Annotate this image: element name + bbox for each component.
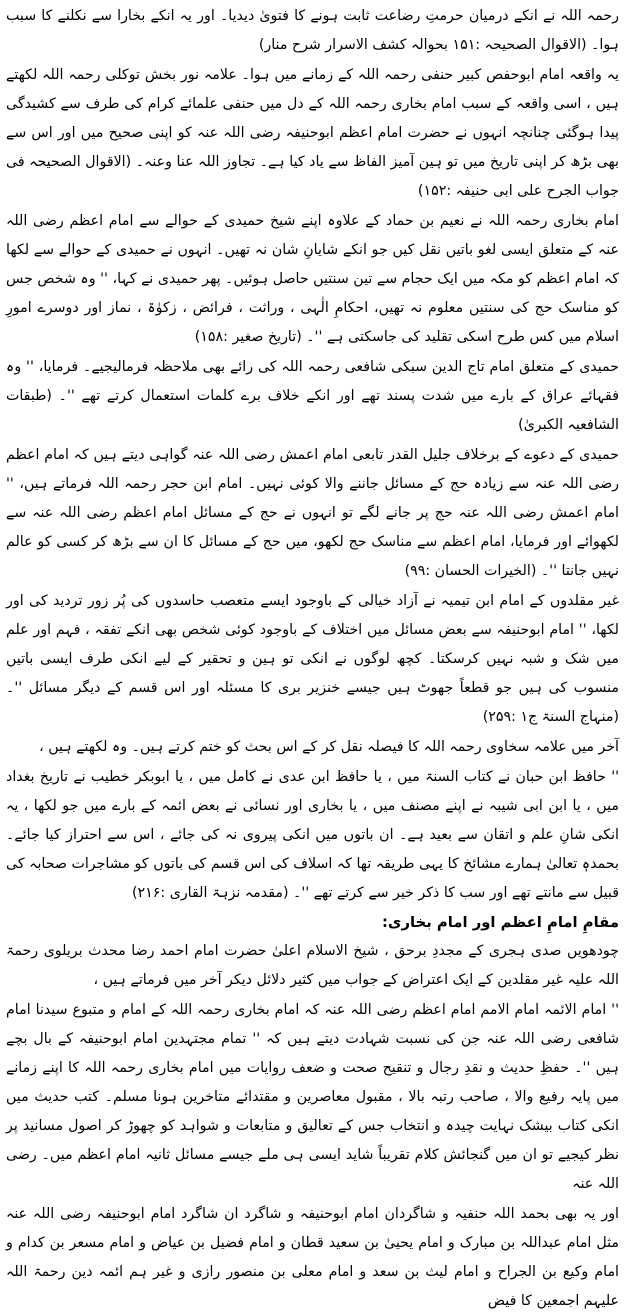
document-page (6, 2, 619, 1309)
paragraph: اور یہ بھی بحمد اللہ حنفیہ و شاگردان امام ابوحنیفہ و شاگرد ان شاگرد امام ابوحنیفہ رضی اللہ عنہ مثل امام عبداللہ بن مبارک و امام یحییٰ بن سعید قطان و امام فضیل بن عیاض و امام مسعر بن کدام و امام وکیع بن الجراح و امام لیث بن سعد و امام معلی بن منصور رازی و غیر ہم ائمہ دین رحمۃ اللہ علیہم اجمعین کا فیض (6, 1206, 619, 1309)
paragraph: یہ واقعہ امام ابوحفص کبیر حنفی رحمہ اللہ کے زمانے میں ہوا۔ علامہ نور بخش توکلی رحمہ اللہ لکھتے ہیں ، اسی واقعہ کے سبب امام بخاری رحمہ اللہ کے دل میں حنفی علمائے کرام کی طرف سے کشیدگی پیدا ہوگئی چنانچہ انہوں نے حضرت امام اعظم ابوحنیفہ رضی اللہ عنہ کو اپنی صحیح میں اور اس سے بھی بڑھ کر اپنی تاریخ میں تو ہین آمیز الفاظ سے یاد کیا ہے۔ تجاوز اللہ عنا وعنہ۔ (الاقوال الصحیحہ فی جواب الجرح علی ابی حنیفہ :۱۵۲) (6, 67, 619, 199)
paragraph: آخر میں علامہ سخاوی رحمہ اللہ کا فیصلہ نقل کر کے اس بحث کو ختم کرتے ہیں۔ وہ لکھتے ہیں ، (39, 739, 619, 755)
paragraph: حمیدی کے متعلق امام تاج الدین سبکی شافعی رحمہ اللہ کی رائے بھی ملاحظہ فرمالیجیے۔ فرمایا، '' وہ فقہائے عراق کے بارے میں شدت پسند تھے اور انکے خلاف برے کلمات استعمال کرتے تھے ''۔ (طبقات الشافعیہ الکبریٰ) (6, 359, 619, 433)
section-heading: مقامِ امامِ اعظم اور امام بخاری: (382, 914, 619, 931)
paragraph: رحمہ اللہ نے انکے درمیان حرمتِ رضاعت ثابت ہونے کا فتویٰ دیدیا۔ اور یہ انکے بخارا سے نکلنے کا سبب ہوا۔ (الاقوال الصحیحہ :۱۵۱ بحوالہ کشف الاسرار شرح منار) (6, 8, 619, 53)
paragraph: چودھویں صدی ہجری کے مجددِ برحق ، شیخ الاسلام اعلیٰ حضرت امام احمد رضا محدث بریلوی رحمۃ اللہ علیہ غیر مقلدین کے ایک اعتراض کے جواب میں کثیر دلائل دیکر آخر میں فرماتے ہیں ، (6, 943, 619, 988)
block-quote: '' حافظ ابن حبان نے کتاب السنۃ میں ، یا حافظ ابن عدی نے کامل میں ، یا ابوبکر خطیب نے تاریخ بغداد میں ، یا ابن ابی شیبہ نے اپنے مصنف میں ، یا بخاری اور نسائی نے بعض ائمہ کے بارے میں جو لکھا ، یہ انکی شانِ علم و اتقان سے بعید ہے۔ ان باتوں میں انکی پیروی نہ کی جائے ، اس سے احتراز کیا جائے۔ بحمدہٖ تعالیٰ ہمارے مشائخ کا یہی طریقہ تھا کہ اسلاف کی اس قسم کی باتوں کو مشاجرات صحابہ کی قبیل سے مانتے تھے اور سب کا ذکر خیر سے کرتے تھے ''۔ (مقدمہ نزہۃ القاری :۲۱۶) (6, 769, 619, 901)
block-quote: '' امام الائمہ امام الامم امام اعظم رضی اللہ عنہ کہ امام بخاری رحمہ اللہ کے امام و متبوع سیدنا امام شافعی رضی اللہ عنہ جن کی نسبت شہادت دیتے ہیں کہ '' تمام مجتہدین امام ابوحنیفہ کے بال بچے ہیں ''۔ حفظِ حدیث و نقدِ رجال و تنقیح صحت و ضعف روایات میں امام بخاری رحمہ اللہ کا اپنے زمانے میں پایہ رفیع والا ، صاحب رتبہ بالا ، مقبول معاصرین و مقتدائے متاخرین ہونا مسلم۔ کتب حدیث میں انکی کتاب بیشک نہایت چیدہ و انتخاب جس کے تعالیق و متابعات و شواہد کو چھوڑ کر اصول مسانید پر نظر کیجیے تو ان میں گنجائش کلام تقریباً شاید ایسی ہی ملے جیسے مسائل ثانیہ امام اعظم میں۔ رضی اللہ عنہ (6, 1002, 619, 1192)
paragraph: غیر مقلدوں کے امام ابن تیمیہ نے آزاد خیالی کے باوجود ایسے متعصب حاسدوں کی پُر زور تردید کی اور لکھا، '' امام ابوحنیفہ سے بعض مسائل میں اختلاف کے باوجود کوئی شخص بھی انکے تفقہ ، فہم اور علم میں شک و شبہ نہیں کرسکتا۔ کچھ لوگوں نے انکی تو ہین و تحقیر کے لیے انکی طرف ایسی باتیں منسوب کی ہیں جو قطعاً جھوٹ ہیں جیسے خنزیر بری کا مسئلہ اور اس قسم کے دیگر مسائل ''۔ (منہاج السنۃ ج۱ :۲۵۹) (6, 593, 619, 725)
paragraph: حمیدی کے دعوے کے برخلاف جلیل القدر تابعی امام اعمش رضی اللہ عنہ گواہی دیتے ہیں کہ امام اعظم رضی اللہ عنہ سے زیادہ حج کے مسائل جاننے والا کوئی نہیں۔ امام ابن حجر رحمہ اللہ فرماتے ہیں، '' امام اعمش رضی اللہ عنہ حج پر جانے لگے تو انہوں نے حج کے مسائل امام اعظم رضی اللہ عنہ سے لکھوائے اور فرمایا، امام اعظم سے مناسک حج لکھو، میں حج کے مسائل کا ان سے بڑھ کر کسی کو عالم نہیں جانتا ''۔ (الخیرات الحسان :۹۹) (6, 447, 619, 579)
paragraph: امام بخاری رحمہ اللہ نے نعیم بن حماد کے علاوہ اپنے شیخ حمیدی کے حوالے سے امام اعظم رضی اللہ عنہ کے متعلق ایسی لغو باتیں نقل کیں جو انکے شایانِ شان نہ تھیں۔ انہوں نے حمیدی کے حوالے سے لکھا کہ امام اعظم کو مکہ میں ایک حجام سے تین سنتیں حاصل ہوئیں۔ پھر حمیدی نے کہا، '' وہ شخص جس کو مناسک حج کی سنتیں معلوم نہ تھیں، احکامِ الٰہی ، وراثت ، فرائض ، زکوٰۃ ، نماز اور دوسرے امورِ اسلام میں کس طرح اسکی تقلید کی جاسکتی ہے ''۔ (تاریخ صغیر :۱۵۸) (6, 213, 619, 345)
